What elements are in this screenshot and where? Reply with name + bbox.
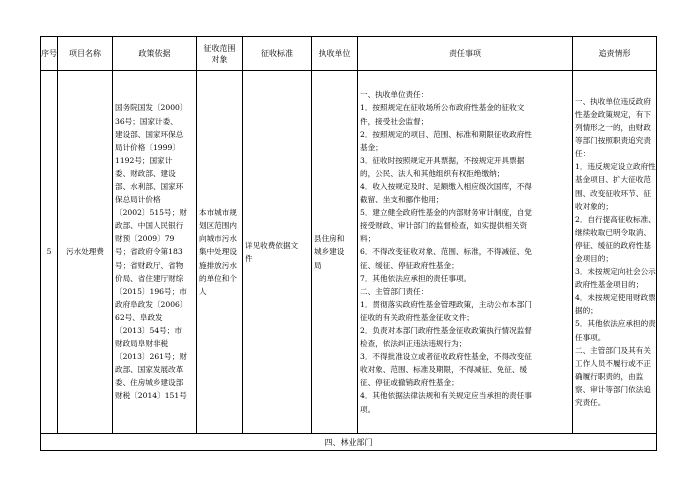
scope-line: 的单位和个	[199, 273, 237, 283]
scope-line: 人	[199, 286, 207, 296]
duty-line: 3．不得批准设立或者征收政府性基金，不得改变征	[360, 352, 532, 362]
accountability-line: 金项目的；	[575, 254, 613, 263]
row-seq: 5	[41, 71, 58, 434]
accountability-line: 一、执收单位违反政府	[575, 96, 651, 106]
table-row	[41, 71, 657, 434]
duty-line: 2．按照规定的项目、范围、标准和期限征收政府性	[360, 129, 532, 139]
header-accountability: 追责情形	[573, 37, 657, 71]
policy-basis-line: 〔2002〕515号；财	[115, 208, 187, 218]
unit-line: 城乡建设	[314, 247, 345, 257]
policy-basis-line: 局计价格〔1999〕	[115, 142, 180, 152]
scope-line: 集中处理设	[199, 247, 237, 257]
policy-basis-line: 国务院国发〔2000〕	[115, 103, 188, 113]
row-accountability	[573, 71, 657, 434]
duty-line: 1．按照规定在征收场所公布政府性基金的征收文	[360, 103, 525, 113]
accountability-line: 等部门按照职责追究责	[575, 136, 651, 146]
policy-basis-line: 政部、国家发展改革	[115, 365, 184, 375]
header-policy-basis: 政策依据	[113, 37, 197, 71]
policy-basis-line: 保总局计价格	[115, 195, 161, 205]
accountability-line: 2．自行提高征收标准、	[575, 214, 656, 224]
policy-basis-line: 财预〔2009〕79	[115, 234, 175, 244]
standard-line: 详见收费依据文	[245, 240, 299, 250]
duty-line: 收对象、范围、标准及期限，不得减征、免征、缓	[360, 365, 528, 375]
accountability-line: 政府性基金项目的；	[575, 280, 644, 290]
duty-line: 件，接受社会监督；	[360, 116, 429, 126]
duty-line: 3．征收时按照规定开具票据，不按规定开具票据	[360, 155, 525, 165]
duty-line: 项。	[360, 404, 376, 414]
duty-line: 二、主管部门责任：	[360, 286, 429, 296]
header-scope-label: 征收范围对象	[203, 43, 236, 64]
standard-line: 件	[245, 254, 253, 263]
accountability-line: 究责任。	[575, 398, 606, 408]
duty-line: 6．不得改变征收对象、范围、标准，不得减征、免	[360, 247, 532, 257]
policy-basis-line: 政府阜政发〔2006〕	[115, 299, 188, 309]
header-row	[41, 37, 657, 71]
duty-line: 征、停征或撤销政府性基金；	[360, 378, 459, 388]
duty-line: 检查，依法纠正违法违规行为；	[360, 339, 467, 349]
accountability-line: 性基金政策规定，有下	[575, 109, 651, 119]
policy-basis-line: 〔2015〕196号；市	[115, 286, 187, 296]
header-standard: 征收标准	[243, 37, 312, 71]
row-standard	[243, 71, 312, 434]
accountability-line: 4．未按规定使用财政票	[575, 293, 656, 303]
policy-basis-line: 36号；国家计委、	[115, 116, 178, 126]
row-scope	[197, 71, 243, 434]
accountability-line: 继续收取已明令取消、	[575, 227, 651, 237]
scope-line: 施排放污水	[199, 260, 237, 270]
policy-basis-line: 价局、省住建厅财综	[115, 273, 184, 283]
accountability-line: 据的；	[575, 306, 598, 316]
scope-line: 向城市污水	[199, 234, 237, 244]
accountability-line: 5．其他依法应承担的责	[575, 319, 656, 329]
duty-line: 的，公民、法人和其他组织有权拒绝缴纳；	[360, 168, 505, 178]
accountability-line: 停征、缓征的政府性基	[575, 240, 651, 250]
header-duties: 责任事项	[358, 37, 573, 71]
accountability-line: 确履行职责的，由监	[575, 371, 644, 381]
header-scope	[197, 37, 243, 71]
accountability-line: 1．违反规定设立政府性	[575, 162, 656, 172]
policy-basis-line: 财税〔2014〕151号	[115, 391, 187, 401]
accountability-line: 工作人员不履行或不正	[575, 358, 651, 368]
policy-basis-line: 财政局阜财非税	[115, 339, 169, 349]
policy-basis-line: 委、财政部、建设	[115, 168, 176, 178]
row-policy-basis	[113, 71, 197, 434]
accountability-line: 基金项目、扩大征收范	[575, 175, 651, 185]
duty-line: 征收的有关政府性基金征收文件；	[360, 312, 474, 322]
policy-basis-line: 建设部、国家环保总	[115, 129, 184, 139]
accountability-line: 任事项。	[575, 332, 606, 342]
policy-basis-line: 部、水利部、国家环	[115, 181, 184, 191]
policy-basis-line: 62号、阜政发	[115, 312, 163, 322]
policy-basis-line: 号；省财政厅、省物	[115, 260, 184, 270]
duty-line: 4．其他依据法律法规和有关规定应当承担的责任事	[360, 391, 532, 401]
unit-line: 局	[314, 260, 322, 270]
duty-line: 基金；	[360, 142, 383, 152]
duty-line: 接受财政、审计部门的监督检查，如实提供相关资	[360, 221, 528, 231]
accountability-line: 二、主管部门及其有关	[575, 345, 651, 355]
duty-line: 征、缓征、停征政府性基金；	[360, 260, 459, 270]
policy-basis-line: 号；省政府令第183	[115, 247, 183, 257]
header-seq: 序号	[41, 37, 58, 71]
accountability-line: 围、改变征收环节、征	[575, 188, 651, 198]
duty-line: 一、执收单位责任：	[360, 90, 429, 100]
row-duties	[358, 71, 573, 434]
unit-line: 县住房和	[314, 234, 345, 244]
accountability-line: 收对象的；	[575, 201, 613, 211]
duty-line: 5．建立健全政府性基金的内部财务审计制度，自觉	[360, 208, 532, 218]
header-unit: 执收单位	[312, 37, 358, 71]
duty-line: 料；	[360, 234, 376, 244]
policy-basis-line: 政部、中国人民银行	[115, 221, 184, 231]
row-unit	[312, 71, 358, 434]
policy-table	[40, 36, 657, 451]
scope-line: 划区范围内	[199, 221, 237, 231]
accountability-line: 察、审计等部门依法追	[575, 384, 651, 394]
duty-line: 2．负责对本部门政府性基金征收政策执行情况监督	[360, 326, 532, 336]
duty-line: 1．贯彻落实政府性基金管理政策，主动公布本部门	[360, 299, 532, 309]
header-project-name: 项目名称	[58, 37, 113, 71]
accountability-line: 任：	[575, 149, 591, 159]
accountability-line: 列情形之一的，由财政	[575, 123, 651, 133]
section-title: 四、林业部门	[41, 434, 657, 451]
policy-basis-line: 1192号；国家计	[115, 155, 173, 165]
scope-line: 本市城市规	[199, 208, 237, 218]
duty-line: 4．收入按规定及时、足额缴入相应级次国库，不得	[360, 181, 532, 191]
policy-basis-line: 〔2013〕54号；市	[115, 326, 182, 336]
accountability-line: 3．未按规定向社会公示	[575, 267, 656, 277]
row-project-name: 污水处理费	[58, 71, 113, 434]
duty-line: 7．其他依法应承担的责任事项。	[360, 273, 472, 283]
duty-line: 截留、坐支和挪作他用；	[360, 195, 444, 205]
policy-basis-line: 委、住房城乡建设部	[115, 378, 184, 388]
section-row	[41, 434, 657, 451]
policy-basis-line: 〔2013〕261号；财	[115, 352, 187, 362]
